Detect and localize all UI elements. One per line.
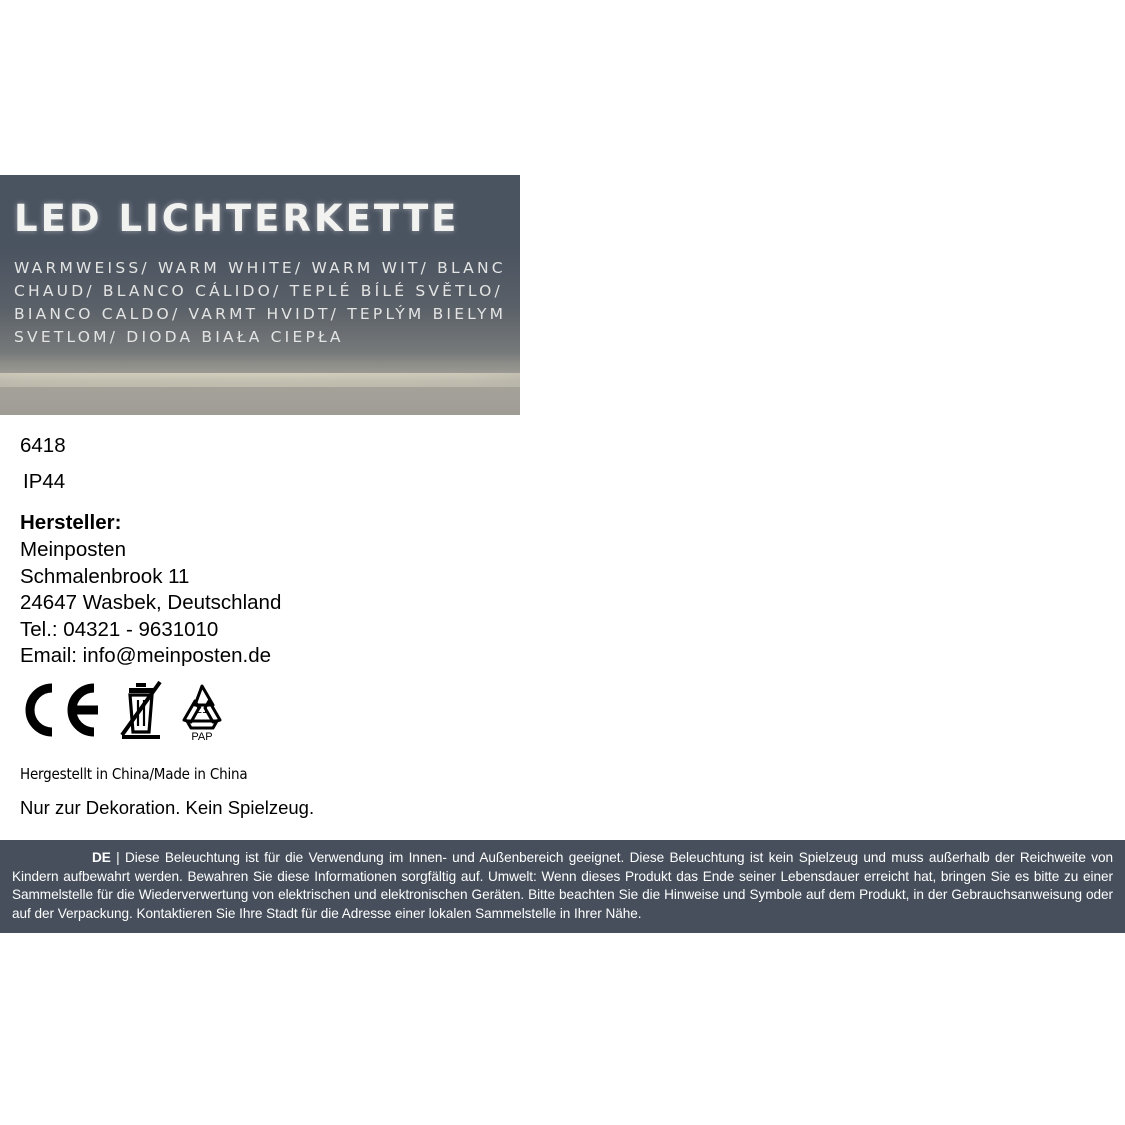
ip-rating: IP44 bbox=[23, 470, 66, 493]
manufacturer-label: Hersteller: bbox=[20, 511, 122, 534]
pap-21-recycling-icon bbox=[173, 680, 231, 747]
compliance-symbols bbox=[18, 680, 278, 748]
model-number: 6418 bbox=[20, 434, 66, 457]
product-banner bbox=[0, 175, 520, 415]
manufacturer-name: Meinposten bbox=[20, 538, 126, 561]
manufacturer-street: Schmalenbrook 11 bbox=[20, 564, 190, 588]
decoration-only-note: Nur zur Dekoration. Kein Spielzeug. bbox=[20, 797, 315, 818]
made-in-note: Hergestellt in China/Made in China bbox=[20, 765, 248, 783]
product-info-block bbox=[20, 432, 640, 670]
manufacturer-phone: Tel.: 04321 - 9631010 bbox=[20, 617, 219, 641]
product-title: LED LICHTERKETTE bbox=[14, 197, 460, 240]
weee-crossed-out-bin-icon bbox=[118, 680, 164, 745]
banner-gradient-overlay bbox=[0, 353, 520, 415]
notice-separator: | bbox=[116, 850, 120, 865]
safety-notice-bar bbox=[0, 840, 1125, 933]
product-subtitle-multilingual: WARMWEISS/ WARM WHITE/ WARM WIT/ BLANC CHAUD/ BLANCO CÁLIDO/ TEPLÉ BÍLÉ SVĚTLO/ BIANCO CALDO/ VARMT HVIDT/ TEPLÝM BIELYM SVETLOM/ DIODA BIAŁA CIEPŁA bbox=[14, 259, 507, 346]
manufacturer-city: 24647 Wasbek, Deutschland bbox=[20, 591, 282, 614]
notice-language-code: DE bbox=[92, 850, 111, 865]
notice-text: Diese Beleuchtung ist für die Verwendung im Innen- und Außenbereich geeignet. Diese Beleuchtung ist kein Spielzeug und muss außerhalb der Reichweite von Kindern aufbewahrt werden. Bewahren Sie diese Informationen sorgfältig auf. Umwelt: Wenn dieses Produkt das Ende seiner Lebensdauer erreicht hat, bringen Sie es bitte zu einer Sammelstelle für die Wiederverwertung von elektrischen und elektronischen Geräten. Bitte beachten Sie die Hinweise und Symbole auf dem Produkt, in der Gebrauchsanweisung oder auf der Verpackung. Kontaktieren Sie Ihre Stadt für die Adresse einer lokalen Sammelstelle in Ihrer Nähe. bbox=[12, 850, 1113, 921]
ce-mark-icon bbox=[18, 680, 106, 745]
manufacturer-email: Email: info@meinposten.de bbox=[20, 644, 271, 667]
pap-label: PAP bbox=[191, 731, 213, 742]
pap-number: 21 bbox=[195, 702, 209, 716]
